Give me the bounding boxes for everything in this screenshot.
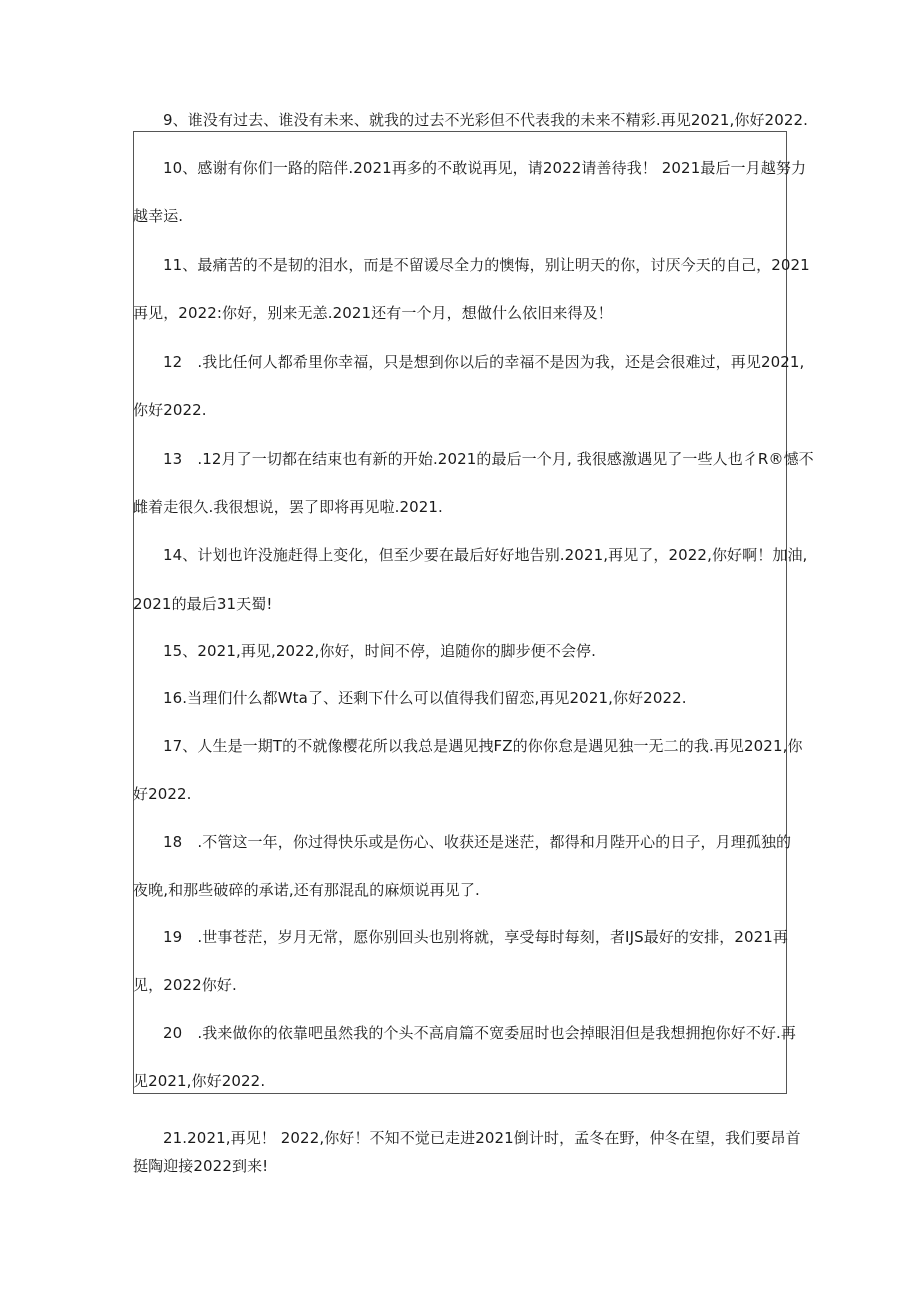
paragraph-12-line-1: 12 .我比任何人都希里你幸福，只是想到你以后的幸福不是因为我，还是会很难过，再见2021, — [163, 353, 805, 371]
paragraph-17-line-1: 17、人生是一期T的不就像樱花所以我总是遇见拽FZ的你你怠是遇见独一无二的我.再见2021,你 — [163, 737, 803, 755]
paragraph-19-line-2: 见，2022你好. — [133, 976, 237, 994]
paragraph-13-line-2: 雌着走很久.我很想说，罢了即将再见啦.2021. — [133, 498, 443, 516]
paragraph-17-line-2: 好2022. — [133, 785, 192, 803]
paragraph-18-line-2: 夜晚,和那些破碎的承诺,还有那混乱的麻烦说再见了. — [133, 881, 480, 899]
paragraph-18-line-1: 18 .不管这一年，你过得快乐或是伤心、收获还是迷茫，都得和月陛开心的日子，月理孤独的 — [163, 833, 792, 851]
paragraph-19-line-1: 19 .世事苍茫，岁月无常，愿你别回头也别将就，享受每时每刻，者IJS最好的安排，2021再 — [163, 928, 789, 946]
paragraph-20-line-1: 20 .我来做你的依靠吧虽然我的个头不高肩篇不宽委屈时也会掉眼泪但是我想拥抱你好不好.再 — [163, 1024, 797, 1042]
paragraph-13-line-1: 13 .12月了一切都在结束也有新的开始.2021的最后一个月, 我很感激遇见了一些人也彳R®憾不 — [163, 450, 814, 468]
paragraph-11-line-1: 11、最痛苦的不是韧的泪水，而是不留谖尽全力的懊悔，别让明天的你，讨厌今天的自己，2021 — [163, 256, 810, 274]
paragraph-11-line-2: 再见，2022:你好，别来无恙.2021还有一个月，想做什么依旧来得及！ — [133, 304, 613, 322]
paragraph-21-line-2: 挺陶迎接2022到来! — [133, 1157, 269, 1175]
paragraph-9: 9、谁没有过去、谁没有未来、就我的过去不光彩但不代表我的未来不精彩.再见2021,你好2022. — [163, 111, 808, 129]
paragraph-21-line-1: 21.2021,再见！ 2022,你好！不知不觉已走进2021倒计时，孟冬在野，仲冬在望，我们要昂首 — [163, 1129, 801, 1147]
paragraph-20-line-2: 见2021,你好2022. — [133, 1072, 266, 1090]
paragraph-12-line-2: 你好2022. — [133, 401, 207, 419]
paragraph-10-line-1: 10、感谢有你们一路的陪伴.2021再多的不敢说再见，请2022请善待我！ 2021最后一月越努力 — [163, 159, 807, 177]
paragraph-10-line-2: 越幸运. — [133, 207, 184, 225]
paragraph-14-line-1: 14、计划也许没施赶得上变化，但至少要在最后好好地告别.2021,再见了，2022,你好啊！加油, — [163, 546, 808, 564]
paragraph-15: 15、2021,再见,2022,你好，时间不停，追随你的脚步便不会停. — [163, 642, 597, 660]
paragraph-16: 16.当理们什么都Wta了、还剩下什么可以值得我们留恋,再见2021,你好2022. — [163, 689, 687, 707]
paragraph-14-line-2: 2021的最后31天蜀! — [133, 595, 273, 613]
